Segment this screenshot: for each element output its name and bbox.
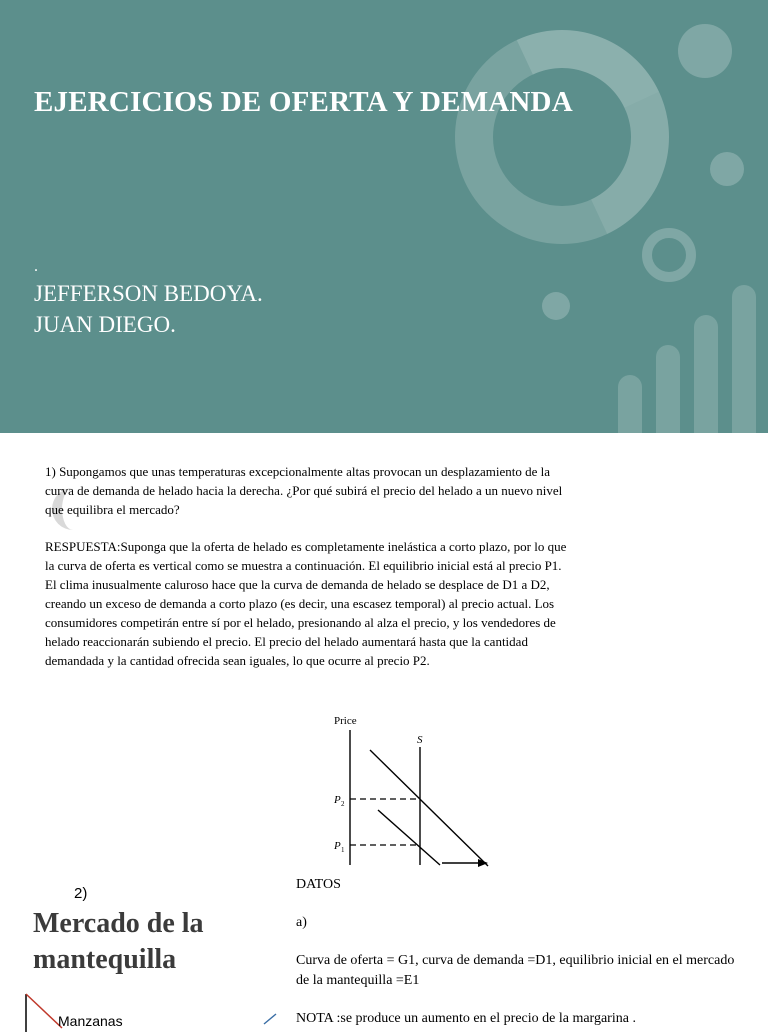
decorative-bar — [656, 345, 680, 433]
bullet-dot: . — [34, 258, 38, 275]
author-name: JUAN DIEGO. — [34, 312, 176, 337]
demand-curve-d1 — [378, 810, 440, 865]
decorative-bar — [694, 315, 718, 433]
p1-label: P — [334, 840, 341, 852]
decorative-bar — [618, 375, 642, 433]
decorative-bar — [732, 285, 756, 433]
nota-text: NOTA :se produce un aumento en el precio de la margarina . — [296, 1011, 636, 1026]
question-1-answer: RESPUESTA:Suponga que la oferta de helado es completamente inelástica a corto plazo, por lo que la curva de oferta es vertical como se muestra a continuación. El equilibrio inicial está al precio P1. El clima inusualmente caluroso hace que la curva de demanda de helado se desplace de D1 a D2, creando un exceso de demanda a corto plazo (es decir, una escasez temporal) al precio actual. Los consumidores competirán entre sí por el helado, presionando al alza el precio, y los vendedores de helado reaccionarán subiendo el precio. El precio del helado aumentará hasta que la cantidad demandada y la cantidad ofrecida sean iguales, lo que ocurre al precio P2. — [45, 539, 567, 668]
decorative-circle — [678, 24, 732, 78]
title-banner — [0, 0, 768, 433]
decorative-circle — [542, 292, 570, 320]
author-name: JEFFERSON BEDOYA. — [34, 281, 263, 306]
demand-curve-d2 — [370, 750, 488, 866]
datos-label: DATOS — [296, 877, 341, 892]
p2-label: P — [334, 794, 341, 806]
p1-subscript: 1 — [341, 846, 345, 854]
manzanas-label: Manzanas — [58, 1013, 123, 1029]
page-title: EJERCICIOS DE OFERTA Y DEMANDA — [34, 86, 573, 118]
question-2-number: 2) — [74, 885, 88, 902]
curva-text: Curva de oferta = G1, curva de demanda =D1, equilibrio inicial en el mercado de la mantequilla =E1 — [296, 953, 735, 988]
p2-subscript: 2 — [341, 800, 345, 808]
supply-demand-graph — [330, 710, 500, 870]
decorative-circle — [642, 228, 696, 282]
supply-label: S — [417, 734, 423, 746]
part-a-label: a) — [296, 915, 307, 930]
y-axis-label: Price — [334, 715, 357, 727]
decorative-circle — [710, 152, 744, 186]
question-2-heading: Mercado de la mantequilla — [33, 908, 204, 975]
question-1-text: 1) Supongamos que unas temperaturas excepcionalmente altas provocan un desplazamiento de la curva de demanda de helado hacia la derecha. ¿Por qué subirá el precio del helado a un nuevo nivel que equilibra el mercado? — [45, 464, 563, 517]
